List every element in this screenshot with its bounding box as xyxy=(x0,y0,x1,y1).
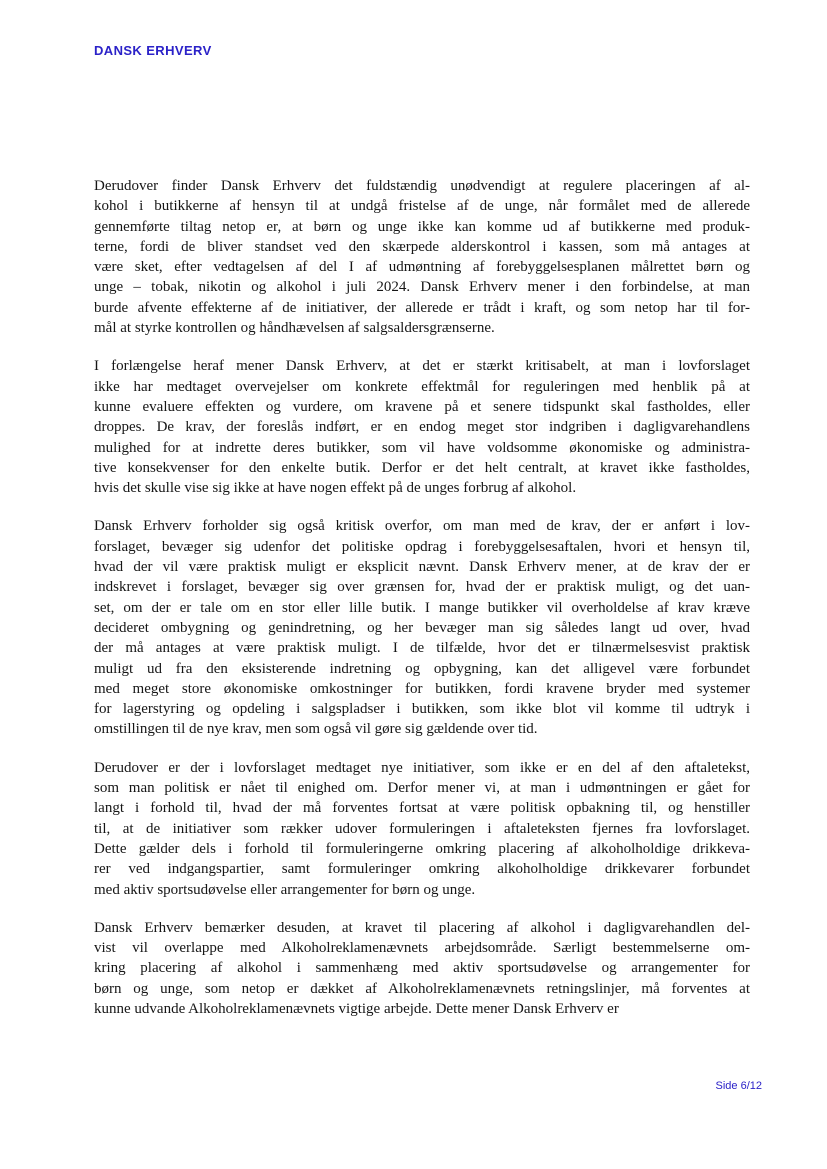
text-line: Derudover finder Dansk Erhverv det fuldstændig unødvendigt at regulere placeringen af al- xyxy=(94,178,750,194)
text-line: set, om der er tale om en stor eller lille butik. I mange butikker vil overholdelse af krav kræve xyxy=(94,599,750,616)
text-line: til, at de initiativer som rækker udover formuleringen i aftaleteksten fjernes fra lovforslaget. xyxy=(94,820,750,837)
text-line: kohol i butikkerne af hensyn til at undgå fristelse af de unge, når formålet med de allerede xyxy=(94,198,750,215)
text-line: som man politisk er nået til enighed om. Derfor mener vi, at man i udmøntningen er gået for xyxy=(94,780,750,797)
text-line: muligt ud fra den eksisterende indretning og opbygning, kan det alligevel være forbundet xyxy=(94,660,750,677)
paragraph xyxy=(94,758,750,900)
text-line: hvis det skulle vise sig ikke at have nogen effekt på de unges forbrug af alkohol. xyxy=(94,480,577,497)
text-line: kunne udvande Alkoholreklamenævnets vigtige arbejde. Dette mener Dansk Erhverv er xyxy=(94,1000,619,1017)
brand-logo-text: DANSK ERHVERV xyxy=(94,43,212,58)
text-line: unge – tobak, nikotin og alkohol i juli 2024. Dansk Erhverv mener i den forbindelse, at man xyxy=(94,279,750,296)
text-line: med aktiv sportsudøvelse eller arrangementer for børn og unge. xyxy=(94,881,476,898)
text-line: droppes. De krav, der foreslås indført, er en endog meget stor indgriben i dagligvarehandlens xyxy=(94,419,750,436)
text-line: langt i forhold til, hvad der må forventes fortsat at være politisk opbakning til, og henstiller xyxy=(94,800,750,817)
text-line: kring placering af alkohol i sammenhæng med aktiv sportsudøvelse og arrangementer for xyxy=(94,960,750,977)
paragraph xyxy=(94,918,750,1019)
text-line: burde afvente effekterne af de initiativer, der allerede er trådt i kraft, og som netop har til for- xyxy=(94,299,750,316)
text-line: kunne evaluere effekten og vurdere, om kravene på et senere tidspunkt skal fastholdes, eller xyxy=(94,398,750,415)
text-line: omstillingen til de nye krav, men som også vil gøre sig gældende over tid. xyxy=(94,721,538,738)
text-line: børn og unge, som netop er dækket af Alkoholreklamenævnets retningslinjer, må forventes at xyxy=(94,980,750,997)
document-body xyxy=(94,176,750,1037)
text-line: hvad der vil være praktisk muligt er eksplicit nævnt. Dansk Erhverv mener, at de krav der er xyxy=(94,559,750,576)
paragraph xyxy=(94,516,750,739)
text-line: Dansk Erhverv forholder sig også kritisk overfor, om man med de krav, der er anført i lov- xyxy=(94,518,750,535)
text-line: decideret ombygning og genindretning, og her bevæger man sig således langt ud over, hvad xyxy=(94,619,750,636)
text-line: gennemførte tiltag netop er, at børn og unge ikke kan komme ud af butikkerne med produk- xyxy=(94,218,750,235)
text-line: indskrevet i forslaget, bevæger sig over grænsen for, hvad der er praktisk muligt, og det uan- xyxy=(94,579,750,596)
page-number-label: Side 6/12 xyxy=(715,1080,762,1092)
text-line: forslaget, bevæger sig udenfor det politiske opdrag i forebyggelsesaftalen, hvori et hensyn til, xyxy=(94,538,750,555)
text-line: med meget store økonomiske omkostninger for butikken, fordi kravene bryder med systemer xyxy=(94,680,750,697)
paragraph xyxy=(94,176,750,338)
paragraph xyxy=(94,356,750,498)
text-line: Derudover er der i lovforslaget medtaget nye initiativer, som ikke er en del af den aftaletekst, xyxy=(94,759,750,776)
text-line: for lagerstyring og opdeling i salgspladser i butikken, som ikke blot vil komme til udtryk i xyxy=(94,701,750,718)
text-line: Dansk Erhverv bemærker desuden, at kravet til placering af alkohol i dagligvarehandlen del- xyxy=(94,919,750,936)
text-line: tive konsekvenser for den enkelte butik. Derfor er det helt centralt, at kravet ikke fastholdes, xyxy=(94,459,750,476)
text-line: mål at styrke kontrollen og håndhævelsen af salgsaldersgrænserne. xyxy=(94,320,495,337)
text-line: Dette gælder dels i forhold til formuleringerne omkring placering af alkoholholdige drikkeva- xyxy=(94,840,750,857)
text-line: være sket, efter vedtagelsen af del I af udmøntning af forebyggelsesplanen målrettet børn og xyxy=(94,259,750,276)
text-line: terne, fordi de bliver standset ved den skærpede alderskontrol i kassen, som må antages at xyxy=(94,238,750,255)
text-line: I forlængelse heraf mener Dansk Erhverv, at det er stærkt kritisabelt, at man i lovforslaget xyxy=(94,358,750,375)
text-line: der må antages at være praktisk muligt. I de tilfælde, hvor det er tilnærmelsesvist praktisk xyxy=(94,640,750,657)
text-line: rer ved indgangspartier, samt formuleringer omkring alkoholholdige drikkevarer forbundet xyxy=(94,861,750,878)
text-line: mulighed for at indrette deres butikker, som vil have voldsomme økonomiske og administra- xyxy=(94,439,750,456)
text-line: vist vil overlappe med Alkoholreklamenævnets arbejdsområde. Særligt bestemmelserne om- xyxy=(94,940,750,957)
text-line: ikke har medtaget overvejelser om konkrete effektmål for reguleringen med henblik på at xyxy=(94,378,750,395)
